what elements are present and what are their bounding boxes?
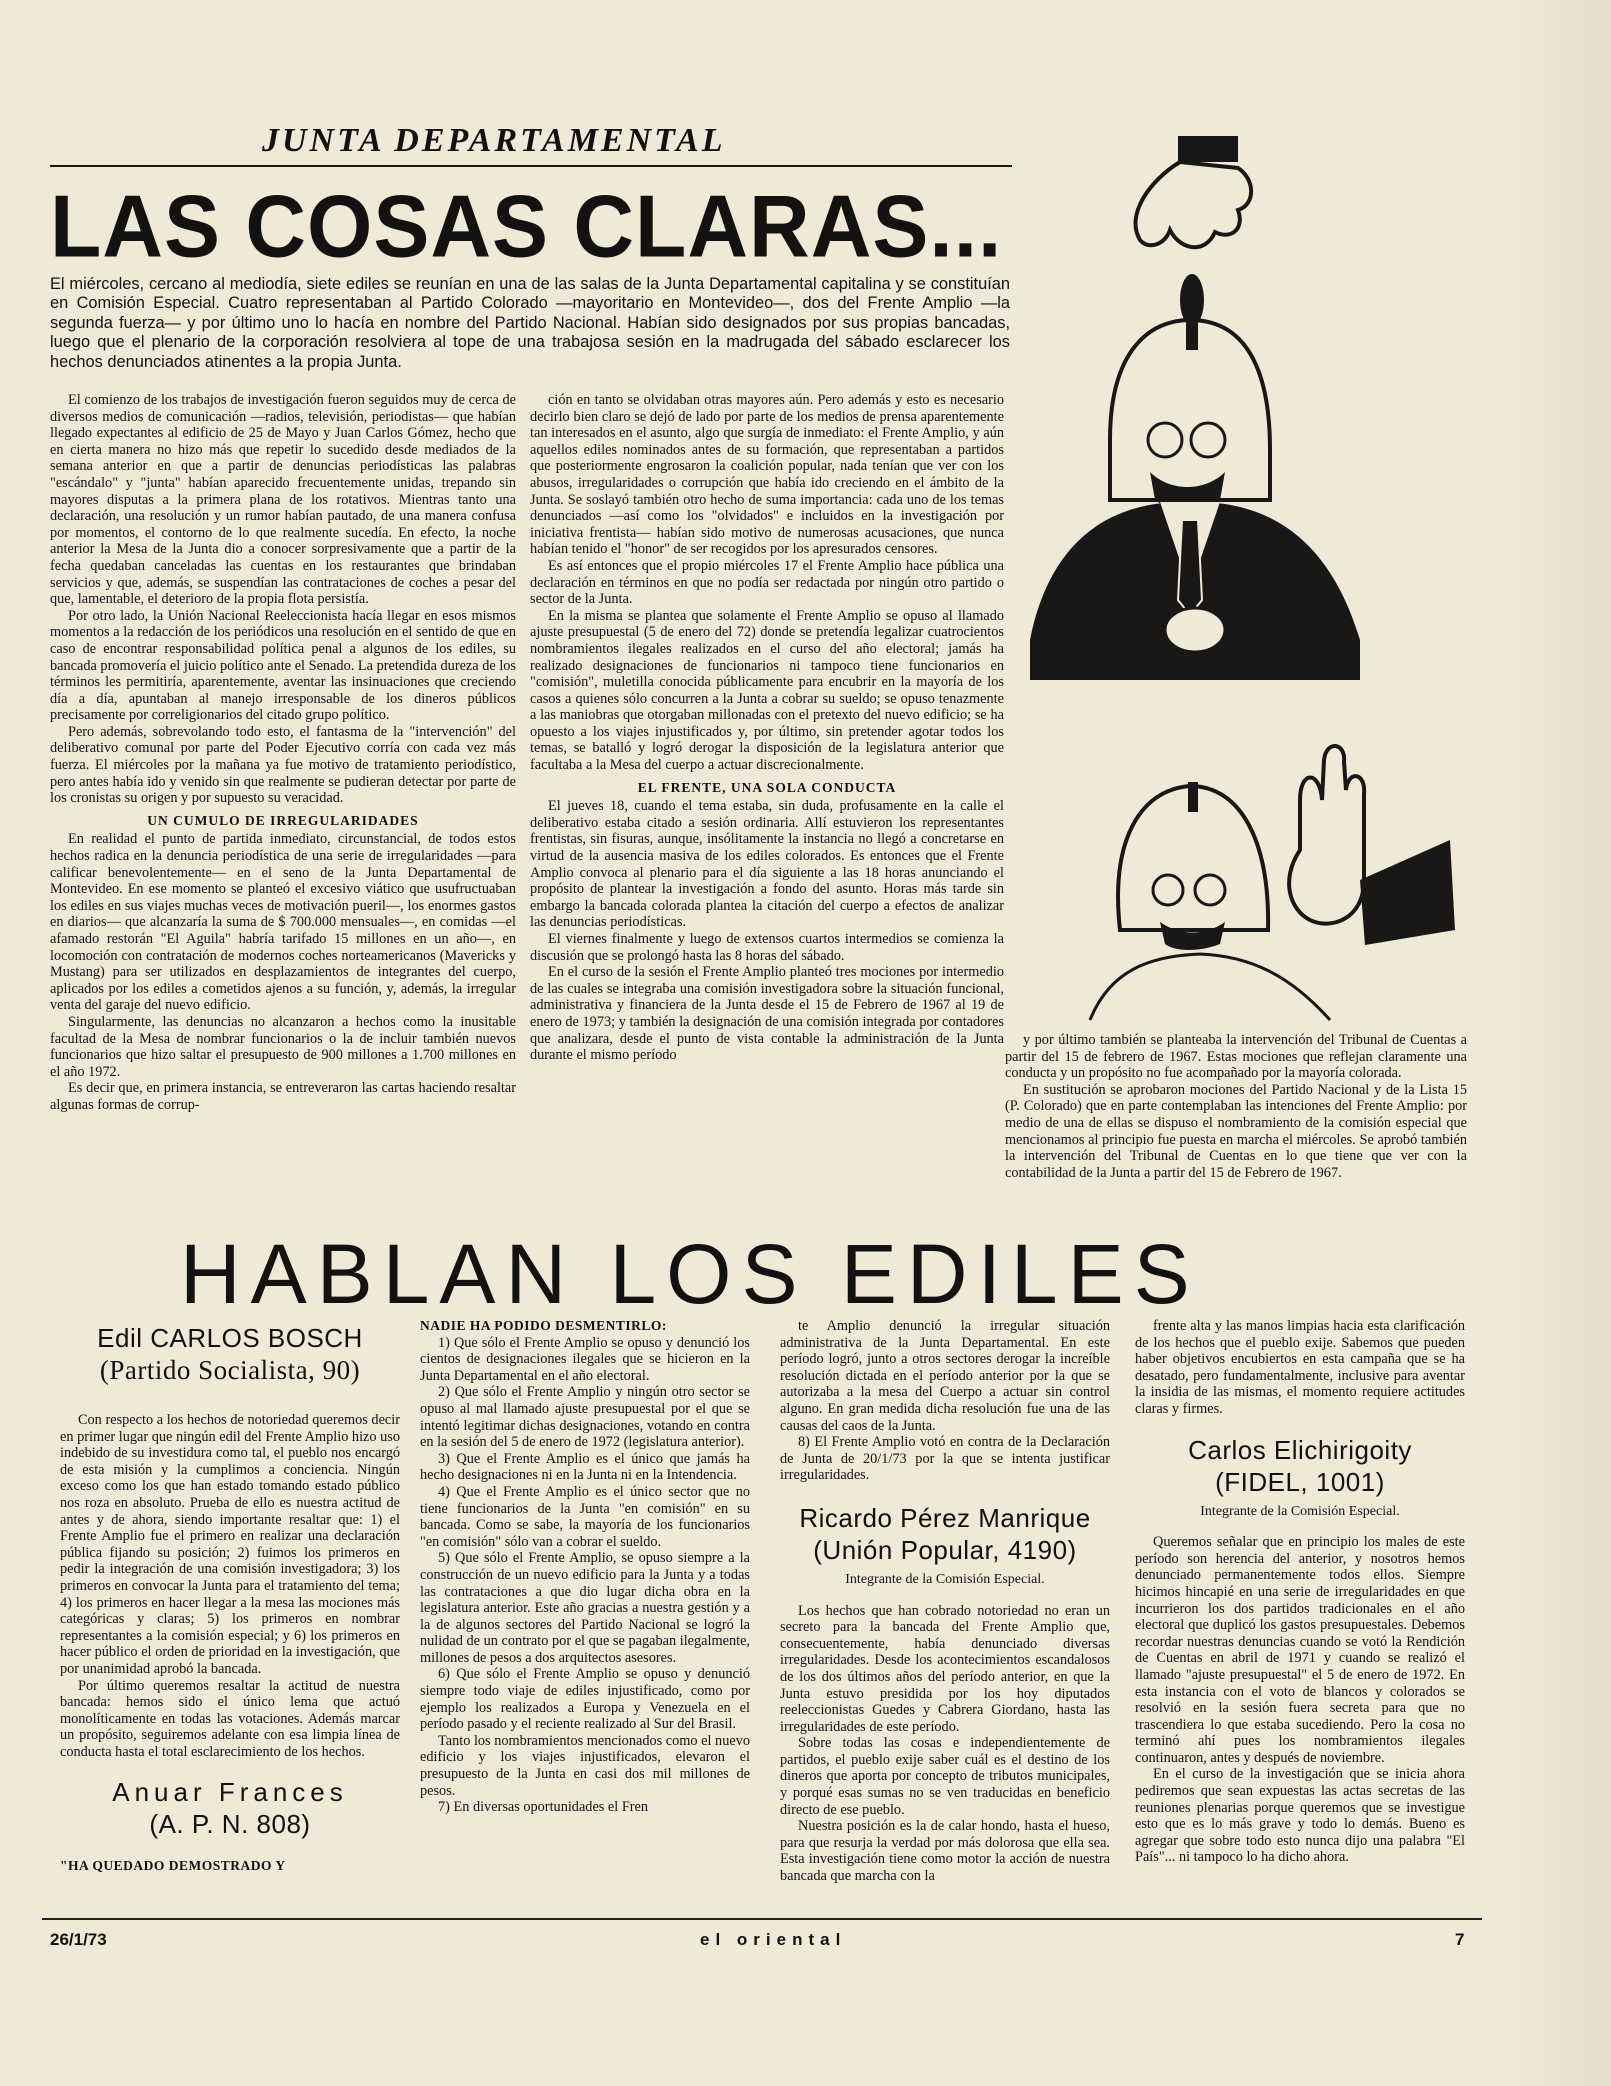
quote-caption: NADIE HA PODIDO DESMENTIRLO: [420,1318,667,1333]
headline: LAS COSAS CLARAS... [50,176,1003,276]
coin-slot [1188,782,1198,812]
statement-paragraph: 7) En diversas oportunidades el Fren [438,1799,649,1816]
statement-paragraph: 2) Que sólo el Frente Amplio y ningún otro sector se opuso al mal llamado ajuste presupuestal por el que se intentó legitimar dichas designaciones, votando en contra en la sesión del 5 de enero de 1972 (legislatura anterior). [420,1384,750,1451]
raised-hand [1289,746,1364,924]
statement-paragraph: 8) El Frente Amplio votó en contra de la Declaración de Junta de 20/1/73 por la que se intenta justificar irregularidades. [780,1434,1110,1484]
article-paragraph: ción en tanto se olvidaban otras mayores aún. Pero además y esto es necesario decirlo bien claro se dejó de lado por parte de los medios de prensa aparentemente tan interesados en el asunto, algo que surgía de inmediato: el Frente Amplio, y aún aquellos ediles nominados antes de su formación, que representaban a partidos que posteriormente engrosaron la coalición popular, nada tenían que ver con los abusos, irregularidades o corrupción que había ido creciendo en el ámbito de la Junta. Se soslayó también otro hecho de suma importancia: cada uno de los temas denunciados —así como los "olvidados" e incluidos en la investigación por iniciativa frentista— habían sido motivo de numerosas acusaciones, que nunca habían tenido el "honor" de ser recogidos por los apresurados censores. [530,392,1004,558]
footer-rule [42,1918,1482,1920]
shoulders [1090,954,1330,1020]
article-paragraph: En sustitución se aprobaron mociones del Partido Nacional y de la Lista 15 (P. Colorado) que en parte contemplaban las intenciones del Frente Amplio: por medio de una de ellas se dispuso el nombramiento de la comisión especial que mencionamos al principio fue puesta en marcha el miércoles. Se aprobó también la intervención del Tribunal de Cuentas en lo que tiene que ver con la contabilidad de la Junta a partir del 15 de Febrero de 1967. [1005,1081,1467,1181]
statement-paragraph: te Amplio denunció la irregular situación administrativa de la Junta Departamental. En este período logró, junto a otros sectores derogar la increíble resolución dictada en el período anterior por la que se autorizaba a la mesa del Cuerpo a actuar sin control alguno. En gran medida dicha resolución fue una de las causas del caos de la Junta. [780,1318,1110,1434]
statement-paragraph: Queremos señalar que en principio los males de este período son herencia del anterior, y nosotros hemos denunciado permanentemente todos ellos. Siempre hicimos hincapié en una serie de irregularidades en que incurrieron los dos partidos tradicionales en el año electoral que duplicó los gastos presupuestales. Debemos recordar nuestras denuncias cuando se votó la Rendición de Cuentas en abril de 1971 y cuando se realizó el llamado "ajuste presupuestal" el 5 de enero de 1972. En esta instancia con el voto de blancos y colorados se resolvió en la sesión fuera secreta para que no trascendiera lo que estaba sucediendo. Pero la cosa no terminó ahí pues los nombramientos ilegales continuaron, antes y después de noviembre. [1135,1534,1465,1766]
speaker-party: (A. P. N. 808) [149,1809,311,1840]
section-title: JUNTA DEPARTAMENTAL [262,122,726,159]
statement-paragraph: 5) Que sólo el Frente Amplio, se opuso siempre a la construcción de un nuevo edificio para la Junta y a todas las contrataciones a que dio lugar dicha obra en la legislatura anterior. Este año gracias a nuestra gestión y a la de algunos sectores del Partido Nacional se logró la nulidad de un contrato por el que se pagaban ilegalmente, millones de pesos a dos arquitectos asesores. [420,1550,750,1666]
statement-paragraph: 6) Que sólo el Frente Amplio se opuso y denunció siempre todo viaje de ediles injustificado, como por ejemplo los realizados a Europa y Venezuela en el período pasado y el reciente realizado al Sur del Brasil. [420,1666,750,1733]
article-paragraph: Por otro lado, la Unión Nacional Reeleccionista hacía llegar en esos mismos momentos a la redacción de los periódicos una resolución en el sentido de que en caso de encontrar responsabilidad política penal a algunos de los ediles, su bancada promovería el juicio político ante el Senado. La pretendida dureza de los términos les permitiría, aparentemente, aventar las insinuaciones que creciendo día a día, apuntaban al manejo irresponsable de los dineros públicos precisamente por correligionarios del citado grupo político. [50,607,516,724]
statement-paragraph: En el curso de la investigación que se inicia ahora pediremos que sean expuestas las actas secretas de las reuniones plenarias porque queremos que se investigue esto que es lo más grave y todo lo demás. Bueno es agregar que sobre todo esto nunca dijo una palabra "El País"... ni tampoco lo ha dicho ahora. [1135,1766,1465,1866]
statement-paragraph: 3) Que el Frente Amplio es el único que jamás ha hecho designaciones ni en la Junta ni en la Intendencia. [420,1450,750,1484]
article-paragraph: El comienzo de los trabajos de investigación fueron seguidos muy de cerca de diversos medios de comunicación —radios, televisión, periodistas— que habían llegado expectantes al edificio de 25 de Mayo y Juan Carlos Gómez, hecho que en cierta manera no hizo más que repetir lo sucedido desde mediados de la semana anterior en que a partir de denuncias periodísticas las palabras "escándalo" y "junta" habían aparecido frecuentemente unidas, trepando sin mayores disputas a la primera plana de los rotativos. Mientras tanto una declaración, una resolución y un rumor habían pautado, de una manera confusa por momentos, el contorno de lo que realmente sucedía. En efecto, la noche anterior la Mesa de la Junta dio a conocer sorpresivamente que a partir de la fecha quedaban canceladas las cuentas en los restaurantes que brindaban servicios y que, además, se suspendían las contrataciones de coches a pesar del que, lamentable, el deterioro de la propia flota persistía. [50,392,516,608]
masthead: el oriental [700,1930,847,1949]
sleeve-cuff [1178,136,1238,162]
speaker-name: Ricardo Pérez Manrique [799,1502,1091,1533]
section-rule [50,165,1012,167]
speaker-role: Integrante de la Comisión Especial. [845,1571,1045,1587]
article-paragraph: El viernes finalmente y luego de extensos cuartos intermedios se comienza la discusión que se prolongó hasta las 8 horas del sábado. [530,931,1004,964]
page-edge-shadow [1500,0,1611,2086]
mustache [1160,922,1225,950]
page-number: 7 [1455,1930,1465,1949]
article-column-3 [1005,1032,1467,1181]
clasped-hands [1165,608,1225,652]
cartoon-coin-illustration [1030,120,1470,680]
article-paragraph: y por último también se planteaba la intervención del Tribunal de Cuentas a partir del 15 de febrero de 1967. Estas mociones que reflejan claramente una conducta y un propósito no fue acompañado por la mayoría colorada. [1005,1032,1467,1082]
perez-manrique-column [780,1318,1110,1885]
article-column-1 [50,392,516,1114]
coin-slot [1186,318,1198,350]
statement-paragraph: Nuestra posición es la de calar hondo, hasta el hueso, para que resurja la verdad por más dolorosa que ella sea. Esta investigación tiene como motor la acción de nuestra bancada que marcha con la [780,1818,1110,1885]
statement-paragraph: Con respecto a los hechos de notoriedad queremos decir en primer lugar que ningún edil del Frente Amplio hizo uso indebido de su investidura como tal, el pueblo nos encargó de esta misión y la cumplimos a conciencia. Ningún exceso como los que han estado tomando estado público nos roza en absoluto. Prueba de ello es nuestra actitud de antes y de ahora, siendo importante resaltar que: 1) el Frente Amplio fue el primero en realizar una declaración pública fijando su posición; 2) fuimos los primeros en pedir la integración de una comisión investigadora; 3) los primeros en convocar la Junta para el tratamiento del tema; 4) los primeros en hacer llegar a la mesa las mociones más categóricas y claras; 5) los primeros en nombrar representantes a la comisión especial; y 6) los primeros en hacer público el orden de prioridad en la investigación, que por unanimidad aprobó la bancada. [60,1412,400,1677]
glasses-lens-right [1191,423,1225,457]
speaker-party: (FIDEL, 1001) [1215,1466,1385,1497]
cartoon-raised-hand-illustration [1030,730,1470,1030]
article-paragraph: El jueves 18, cuando el tema estaba, sin duda, profusamente en la calle el deliberativo estaba citado a sesión ordinaria. Allí estuvieron los representantes frentistas, sin fisuras, aunque, insólitamente la instancia no llegó a concretarse en virtud de la ausencia masiva de los ediles colorados. Es entonces que el Frente Amplio convoca al plenario para el día siguiente a las 18 horas anunciando el propósito de plantear la investigación a fondo del asunto. Horas más tarde sin embargo la bancada colorada plantea la citación del cuerpo a efectos de analizar las denuncias periodísticas. [530,798,1004,931]
article-paragraph: Es así entonces que el propio miércoles 17 el Frente Amplio hace pública una declaración en términos en que no podía ser redactada por ningún otro partido o sector de la Junta. [530,557,1004,608]
lead-paragraph: El miércoles, cercano al mediodía, siete ediles se reunían en una de las salas de la Junta Departamental capitalina y se constituían en Comisión Especial. Cuatro representaban al Partido Colorado —mayoritario en Montevideo—, dos del Frente Amplio —la segunda fuerza— y por último uno lo hacía en nombre del Partido Nacional. Habían sido designados por sus propias bancadas, luego que el plenario de la corporación resolviera al tope de una trabajosa sesión en la madrugada del sábado esclarecer los hechos denunciados atinentes a la propia Junta. [50,275,1010,371]
hand-drawing [1136,162,1252,247]
section-headline-ediles: HABLAN LOS EDILES [180,1227,1200,1321]
speaker-party: (Partido Socialista, 90) [99,1355,361,1385]
glasses-lens-left [1148,423,1182,457]
statement-paragraph: 4) Que el Frente Amplio es el único sector que no tiene funcionarios de la Junta "en comisión" en su bancada. Como se sabe, la mayoría de los funcionarios "en comisión" sólo van a cobrar el sueldo. [420,1483,750,1550]
article-column-2 [530,392,1004,1064]
statement-paragraph: 1) Que sólo el Frente Amplio se opuso y denunció los cientos de designaciones ilegales que se hicieron en la Junta Departamental en el año electoral. [420,1334,750,1384]
subheading: EL FRENTE, UNA SOLA CONDUCTA [637,779,897,795]
article-paragraph: En el curso de la sesión el Frente Amplio planteó tres mociones por intermedio de las cuales se integraba una comisión investigadora sobre la situación funcional, administrativa y financiera de la Junta desde el 15 de Febrero de 1967 al 19 de enero de 1973; y también la designación de una comisión integrada por contadores que analizara, desde el punto de vista contable la administración de la Junta durante el mismo período [530,964,1004,1064]
speaker-party: (Unión Popular, 4190) [813,1534,1077,1565]
quote-caption: "HA QUEDADO DEMOSTRADO Y [60,1858,286,1874]
elichirigoity-column [1135,1318,1465,1866]
issue-date: 26/1/73 [50,1930,107,1949]
glasses-lens-left [1153,875,1183,905]
article-paragraph: En la misma se plantea que solamente el Frente Amplio se opuso al llamado ajuste presupuestal (5 de enero del 72) donde se pretendía legalizar cuatrocientos nombramientos ilegales realizados en el curso del año electoral; jamás ha realizado designaciones de funcionarios ni tampoco tiene funcionarios en "comisión", muletilla conocida públicamente para encubrir en la mayoría de los casos a quienes sólo concurren a la Junta a cobrar su sueldo; se opuso tenazmente a las maniobras que otorgaban millonadas con el pretexto del nuevo edificio; se ha opuesto a los viajes injustificados y, por último, sin pretender agotar todos los temas, se batalló y logró derogar la disposición de la legislatura anterior que facultaba a la Mesa del cuerpo a actuar discrecionalmente. [530,607,1004,774]
necktie [1178,520,1202,615]
article-paragraph: Es decir que, en primera instancia, se entreveraron las cartas haciendo resaltar algunas formas de corrup- [50,1080,516,1113]
statement-paragraph: Los hechos que han cobrado notoriedad no eran un secreto para la bancada del Frente Amplio que, consecuentemente, había denunciado diversas irregularidades. Desde los acontecimientos escandalosos de los dos últimos años del período anterior, en que la Junta estuvo presidida por los hoy diputados reeleccionistas Guedes y Cabrera Giordano, hasta las irregularidades de este período. [780,1602,1110,1735]
article-paragraph: En realidad el punto de partida inmediato, circunstancial, de todos estos hechos radica en la denuncia periodística de una serie de irregularidades —para calificar benevolentemente— en el seno de la Junta Departamental de Montevideo. En ese momento se planteó el excesivo viático que usufructuaban los ediles en sus viajes muchas veces de motivación pueril—, los enormes gastos en diarios— que alcanzaría la suma de $ 700.000 mensuales—, en comidas —el afamado restorán "El Aguila" habría tarifado 15 millones en un año—, en locomoción con contratación de modernos coches norteamericanos (Mavericks y Mustang) para ser utilizados en desplazamientos de integrantes del cuerpo, aplicados por los ediles a cometidos ajenos a su función, y, además, la irregular venta del garaje del nuevo edificio. [50,831,516,1014]
glasses-lens-right [1195,875,1225,905]
statement-paragraph: Tanto los nombramientos mencionados como el nuevo edificio y los viajes injustificados, elevaron el presupuesto de la Junta en casi dos mil millones de pesos. [420,1732,750,1799]
statement-paragraph: Sobre todas las cosas e independientemente de partidos, el pueblo exije saber cuál es el destino de los dineros que aporta por concepto de tributos municipales, y porqué esas sumas no se ven traducidas en beneficio directo de ese pueblo. [780,1735,1110,1818]
article-paragraph: Pero además, sobrevolando todo esto, el fantasma de la "intervención" del deliberativo comunal por parte del Poder Ejecutivo corría con cada vez más fuerza. El miércoles por la mañana ya fue motivo de tratamiento periodístico, pero antes había ido y venido sin que realmente se pudieran detectar por parte de los cronistas su origen y por supuesto su veracidad. [50,723,516,807]
speaker-name: Anuar Frances [112,1777,348,1808]
statement-paragraph: Por último queremos resaltar la actitud de nuestra bancada: hemos sido el único lema que actuó monolíticamente en todas las votaciones. Además marcar un propósito, seguiremos adelante con esa limpia línea de conducta hasta el total esclarecimiento de los hechos. [60,1677,400,1760]
article-paragraph: Singularmente, las denuncias no alcanzaron a hechos como la inusitable facultad de la Mesa de nombrar funcionarios o la de incluir también nuevos funcionarios que hizo saltar el presupuesto de 900 millones a 1.700 millones en el año 1972. [50,1013,516,1080]
speaker-role: Integrante de la Comisión Especial. [1200,1503,1400,1519]
frances-column [420,1318,750,1816]
subheading: UN CUMULO DE IRREGULARIDADES [147,812,419,828]
speaker-name: Edil CARLOS BOSCH [97,1323,363,1353]
raised-sleeve [1360,840,1455,945]
bosch-column [60,1322,400,1875]
speaker-name: Carlos Elichirigoity [1188,1434,1412,1465]
statement-paragraph: frente alta y las manos limpias hacia esta clarificación de los hechos que el pueblo exije. Sabemos que pueden haber objetivos encubiertos en esta campaña que se ha desatado, pero fundamentalmente, inclusive para aventar la insidia de las mismas, el momento requiere actitudes claras y firmes. [1135,1318,1465,1417]
